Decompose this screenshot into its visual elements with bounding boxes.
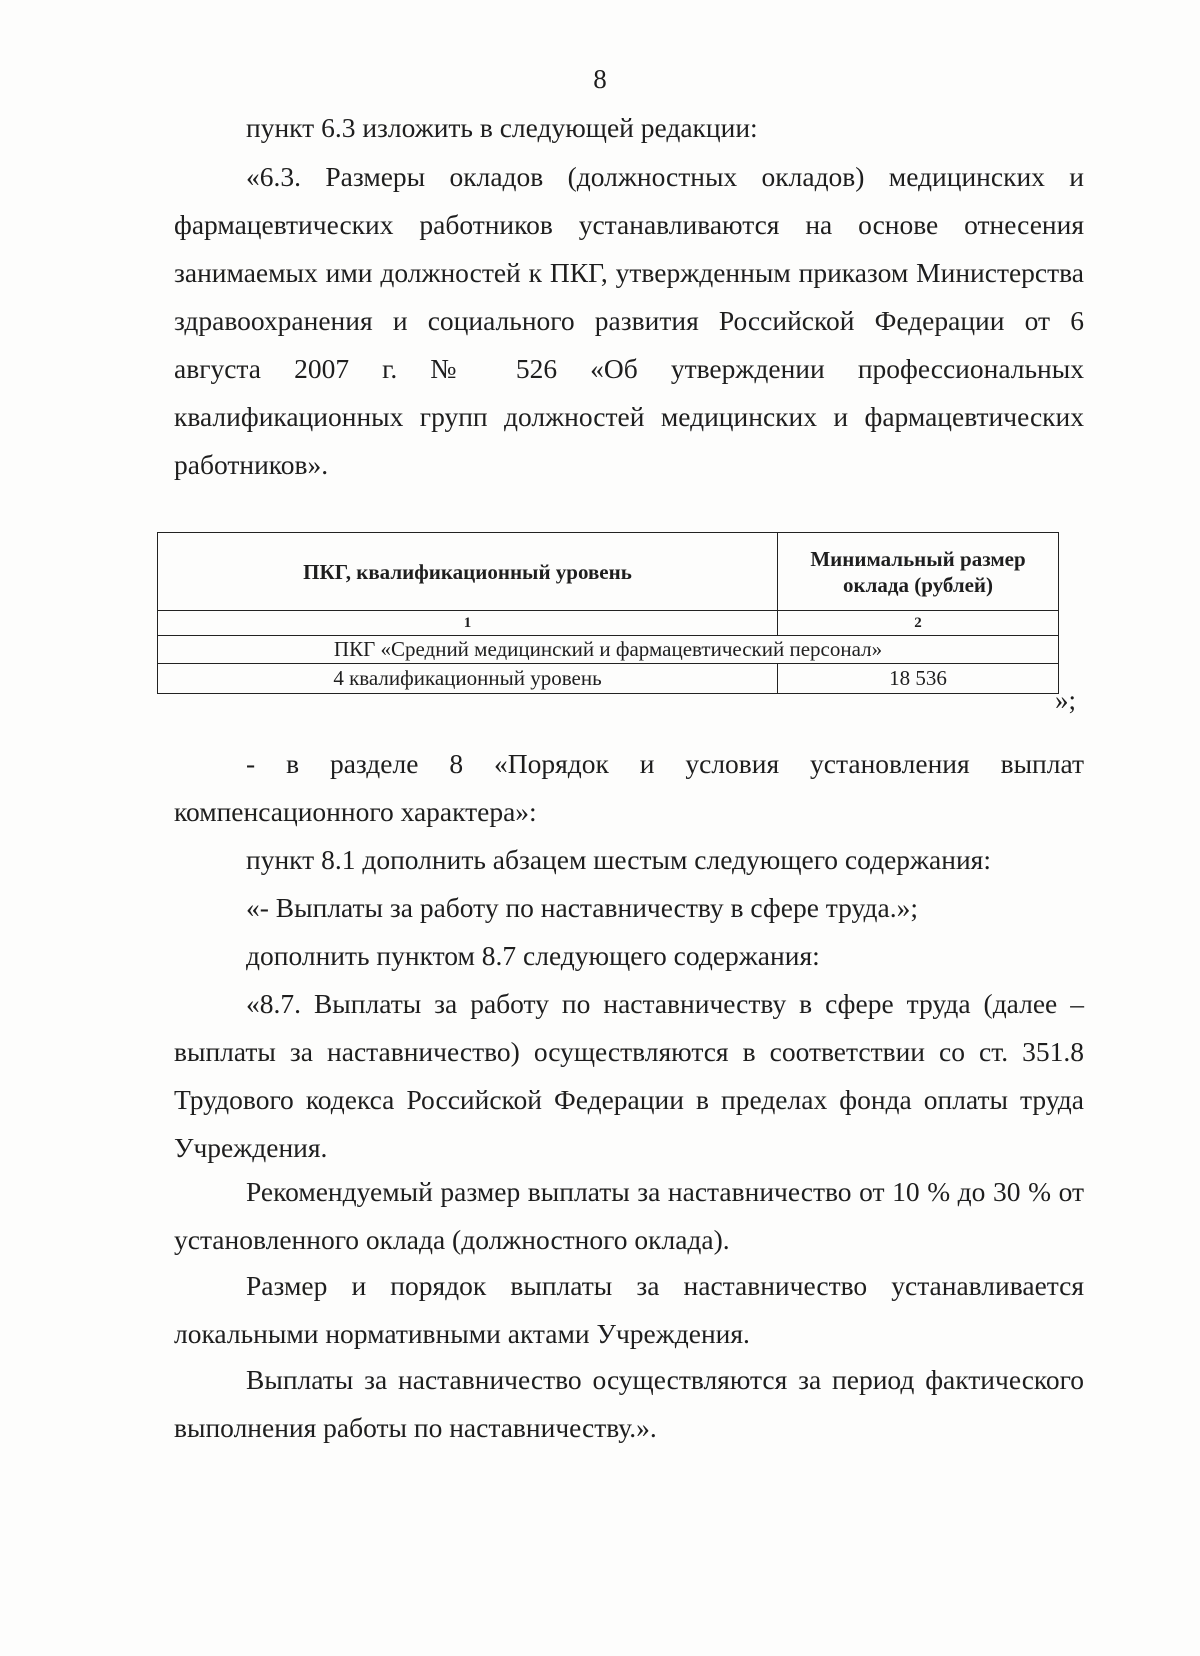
table-header-min-salary: Минимальный размер оклада (рублей) (778, 533, 1059, 611)
paragraph-local-acts: Размер и порядок выплаты за наставничество устанавливается локальными нормативными актами Учреждения. (174, 1270, 1084, 1349)
table-column-number-2: 2 (778, 611, 1059, 636)
salary-table (157, 532, 1059, 694)
table-level-value: 18 536 (778, 664, 1059, 694)
add-8-7-line: дополнить пунктом 8.7 следующего содержания: (246, 940, 820, 971)
paragraph-6-3: «6.3. Размеры окладов (должностных окладов) медицинских и фармацевтических работников устанавливаются на основе отнесения занимаемых ими должностей к ПКГ, утвержденным приказом Министерства здравоохранения и социального развития Российской Федерации от 6 августа 2007 г. № 526 «Об утверждении профессиональных квалификационных групп должностей медицинских и фармацевтических работников». (174, 161, 1084, 480)
table-header-group-level: ПКГ, квалификационный уровень (158, 533, 778, 611)
point-8-1-line: пункт 8.1 дополнить абзацем шестым следующего содержания: (246, 844, 991, 875)
intro-line: пункт 6.3 изложить в следующей редакции: (246, 112, 758, 143)
paragraph-8-7: «8.7. Выплаты за работу по наставничеству в сфере труда (далее – выплаты за наставничество) осуществляются в соответствии со ст. 351.8 Трудового кодекса Российской Федерации в пределах фонда оплаты труда Учреждения. (174, 988, 1084, 1163)
paragraph-period: Выплаты за наставничество осуществляются за период фактического выполнения работы по наставничеству.». (174, 1364, 1084, 1443)
section-8-line: - в разделе 8 «Порядок и условия установления выплат компенсационного характера»: (174, 748, 1084, 827)
quote-8-1-line: «- Выплаты за работу по наставничеству в сфере труда.»; (246, 892, 919, 923)
page-number: 8 (593, 64, 607, 94)
paragraph-recommended-size: Рекомендуемый размер выплаты за наставничество от 10 % до 30 % от установленного оклада (должностного оклада). (174, 1176, 1084, 1255)
table-closing-quote: »; (1055, 685, 1077, 715)
table-group-row: ПКГ «Средний медицинский и фармацевтический персонал» (158, 636, 1059, 664)
table-level-label: 4 квалификационный уровень (158, 664, 778, 694)
table-column-number-1: 1 (158, 611, 778, 636)
